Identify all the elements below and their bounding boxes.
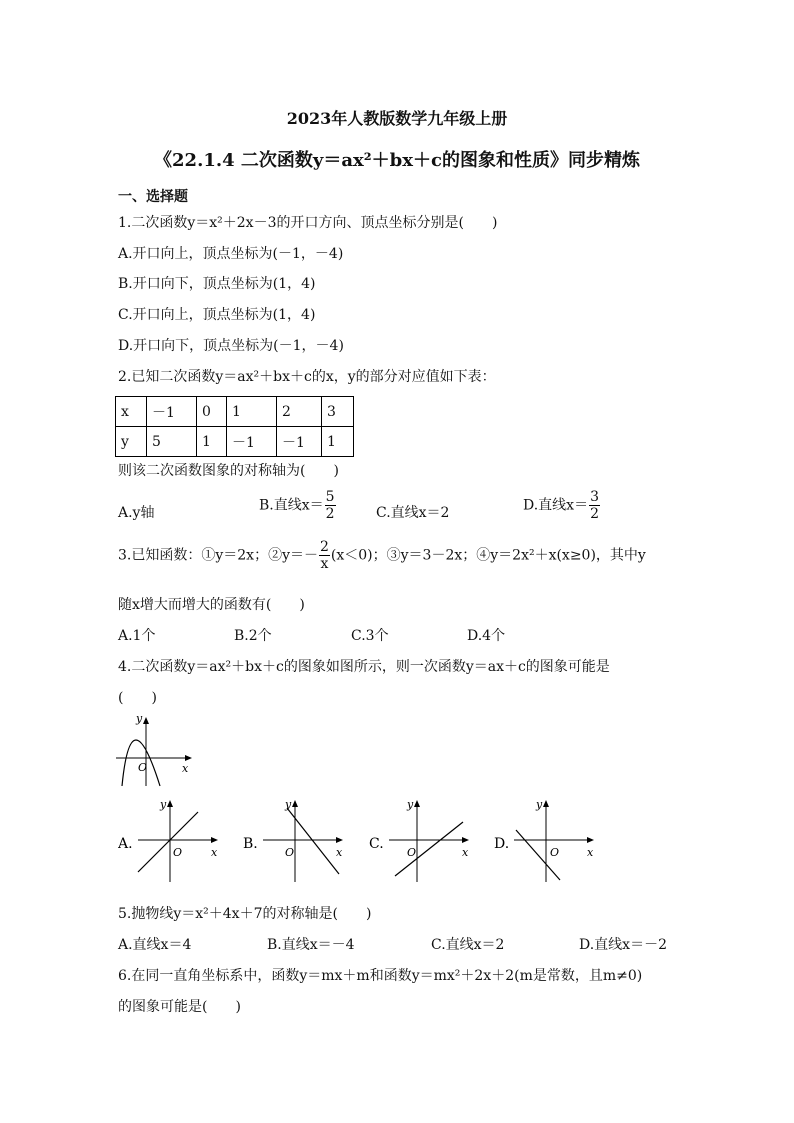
q3-option-c: C.3个	[351, 628, 389, 644]
origin-label: O	[285, 846, 295, 859]
q1-option-d: D.开口向下，顶点坐标为(－1，－4)	[118, 338, 344, 354]
fraction-numerator: 5	[325, 489, 335, 505]
fraction-denominator: 2	[590, 506, 599, 522]
origin-label: O	[550, 846, 560, 859]
q2-stem: 2.已知二次函数y＝ax²＋bx＋c的x，y的部分对应值如下表：	[118, 369, 496, 385]
axis-y-label: y	[136, 712, 143, 725]
option-a-label: A.	[118, 836, 133, 852]
option-d-label: D.	[494, 836, 510, 852]
table-cell: 1	[322, 427, 354, 457]
fraction	[319, 539, 330, 572]
axis-x-label: x	[462, 846, 469, 859]
q1-option-a: A.开口向上，顶点坐标为(－1，－4)	[118, 246, 344, 262]
q4-stem-line2: ( )	[118, 690, 157, 706]
table-cell: 2	[277, 397, 322, 427]
table-cell: －1	[277, 427, 322, 457]
q1-option-c: C.开口向上，顶点坐标为(1，4)	[118, 307, 316, 323]
fraction-denominator: 2	[325, 506, 335, 522]
table-row	[116, 397, 354, 427]
option-b-label: B.	[243, 836, 258, 852]
q3-stem	[118, 539, 646, 572]
q5-option-a: A.直线x＝4	[118, 937, 192, 953]
q2-option-a: A.y轴	[118, 505, 155, 521]
axis-x-label: x	[587, 846, 594, 859]
option-c-label: C.	[369, 836, 384, 852]
fraction-numerator: 3	[590, 489, 599, 505]
axis-x-label: x	[211, 846, 218, 859]
values-table	[115, 396, 354, 457]
fraction-numerator: 2	[319, 539, 329, 555]
table-cell: 0	[197, 397, 227, 427]
table-cell: 5	[147, 427, 197, 457]
q3-option-a: A.1个	[118, 628, 156, 644]
q3-option-d: D.4个	[467, 628, 506, 644]
table-cell: －1	[147, 397, 197, 427]
option-d-graph	[494, 790, 604, 890]
page-subtitle: 《22.1.4 二次函数y＝ax²＋bx＋c的图象和性质》同步精炼	[154, 150, 640, 171]
fraction-denominator: x	[320, 556, 329, 572]
table-cell: 3	[322, 397, 354, 427]
origin-label: O	[173, 846, 183, 859]
fraction	[325, 489, 336, 522]
table-cell: 1	[197, 427, 227, 457]
option-b-graph	[243, 790, 353, 890]
axis-y-label: y	[536, 798, 543, 811]
table-cell: 1	[227, 397, 277, 427]
line-graph	[138, 812, 198, 872]
q3-stem-line2: 随x增大而增大的函数有( )	[118, 597, 305, 613]
fraction	[589, 489, 600, 522]
origin-label: O	[407, 846, 417, 859]
table-cell: －1	[227, 427, 277, 457]
q2-option-d-text: D.直线x＝	[523, 497, 589, 514]
line-graph	[395, 822, 463, 876]
page-title: 2023年人教版数学九年级上册	[286, 109, 508, 128]
q3-stem-part1: 3.已知函数：①y＝2x；②y＝－	[118, 547, 318, 564]
axis-x-label: x	[182, 762, 189, 775]
axis-y-label: y	[285, 798, 292, 811]
parabola-figure	[112, 710, 196, 790]
table-row	[116, 427, 354, 457]
q4-stem: 4.二次函数y＝ax²＋bx＋c的图象如图所示，则一次函数y＝ax＋c的图象可能是	[118, 659, 610, 675]
section-heading: 一、选择题	[118, 189, 188, 205]
table-cell: y	[116, 427, 147, 457]
q5-option-b: B.直线x＝－4	[267, 937, 355, 953]
axis-y-label: y	[160, 798, 167, 811]
q2-option-b	[259, 489, 337, 522]
axis-x-label: x	[336, 846, 343, 859]
q2-option-d	[523, 489, 601, 522]
table-cell: x	[116, 397, 147, 427]
q3-option-b: B.2个	[234, 628, 272, 644]
q6-stem: 6.在同一直角坐标系中，函数y＝mx＋m和函数y＝mx²＋2x＋2(m是常数，且m≠0)	[118, 968, 643, 984]
q1-option-b: B.开口向下，顶点坐标为(1，4)	[118, 276, 316, 292]
option-c-graph	[369, 790, 479, 890]
origin-label: O	[138, 761, 148, 774]
q2-question: 则该二次函数图象的对称轴为( )	[118, 463, 339, 479]
q3-stem-part2: (x＜0)；③y＝3－2x；④y＝2x²＋x(x≥0)，其中y	[330, 547, 646, 564]
q6-stem-line2: 的图象可能是( )	[118, 999, 241, 1015]
q5-option-c: C.直线x＝2	[431, 937, 505, 953]
option-a-graph	[118, 790, 228, 890]
q5-stem: 5.抛物线y＝x²＋4x＋7的对称轴是( )	[118, 906, 372, 922]
q1-stem: 1.二次函数y＝x²＋2x－3的开口方向、顶点坐标分别是( )	[118, 215, 498, 231]
q2-option-c: C.直线x＝2	[376, 505, 450, 521]
axis-y-label: y	[407, 798, 414, 811]
q2-option-b-text: B.直线x＝	[259, 497, 324, 514]
q5-option-d: D.直线x＝－2	[579, 937, 667, 953]
